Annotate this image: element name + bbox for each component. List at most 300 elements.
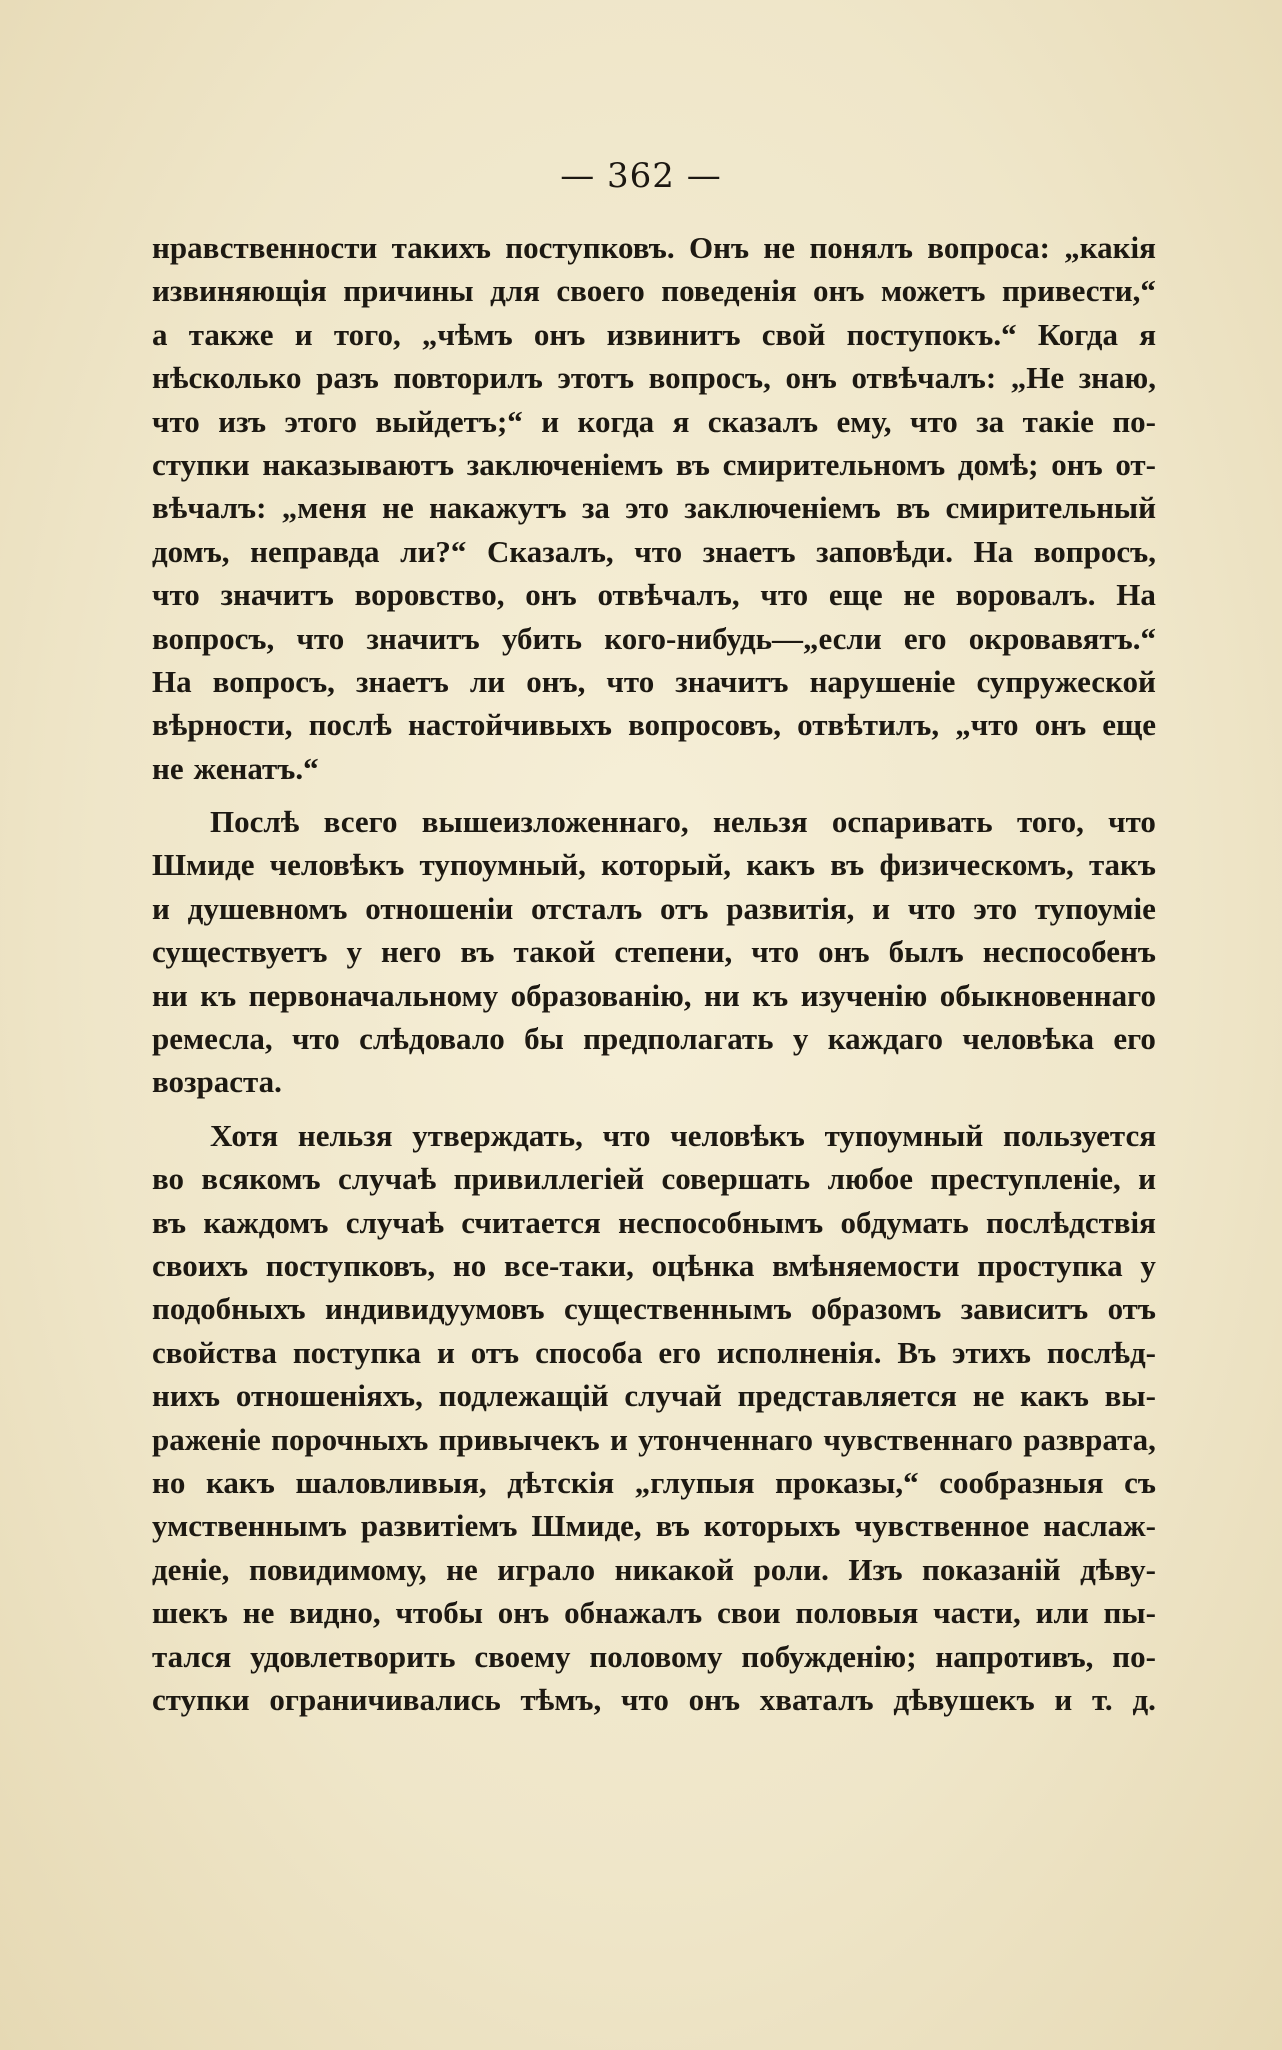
word: онъ bbox=[533, 316, 586, 352]
word: такой bbox=[513, 934, 596, 970]
word: человѣка bbox=[962, 1021, 1095, 1057]
word: чтобы bbox=[395, 1595, 483, 1631]
word: вы- bbox=[1104, 1378, 1156, 1414]
word: дѣтскія bbox=[507, 1464, 615, 1500]
word: кого-нибудь—„если bbox=[604, 620, 882, 656]
word: какъ bbox=[206, 1464, 275, 1500]
word: утверждать, bbox=[412, 1117, 583, 1153]
word: хваталъ bbox=[759, 1681, 874, 1717]
word: былъ bbox=[888, 934, 964, 970]
word: но bbox=[152, 1464, 186, 1500]
word: исполненія. bbox=[716, 1334, 882, 1370]
word: обдумать bbox=[840, 1204, 969, 1240]
text-line bbox=[152, 617, 1156, 660]
word: что bbox=[907, 890, 956, 926]
word: и bbox=[872, 890, 891, 926]
word: отвѣчалъ, bbox=[597, 577, 740, 613]
word: подлежащій bbox=[438, 1378, 609, 1414]
word: Въ bbox=[897, 1334, 937, 1370]
word: Послѣ bbox=[210, 804, 300, 840]
text-line bbox=[152, 747, 1156, 790]
word: д. bbox=[1132, 1681, 1156, 1717]
word: своему bbox=[474, 1638, 571, 1674]
word: не bbox=[446, 1551, 478, 1587]
word: пы- bbox=[1103, 1595, 1156, 1631]
word: „чѣмъ bbox=[421, 316, 513, 352]
word: Когда bbox=[1037, 316, 1118, 352]
word: такіе bbox=[1022, 403, 1094, 439]
text-line bbox=[152, 800, 1156, 843]
word: что bbox=[909, 403, 958, 439]
word: каждомъ bbox=[203, 1204, 329, 1240]
word: тѣмъ, bbox=[520, 1681, 602, 1717]
word: нѣсколько bbox=[152, 360, 302, 396]
paragraph-gap bbox=[152, 790, 1156, 800]
word: него bbox=[380, 934, 442, 970]
word: степени, bbox=[614, 934, 733, 970]
word: существеннымъ bbox=[564, 1291, 792, 1327]
word: разврата, bbox=[1023, 1421, 1156, 1457]
word: его bbox=[903, 620, 947, 656]
word: привести,“ bbox=[1001, 273, 1156, 309]
text-line bbox=[152, 573, 1156, 616]
word: вопросъ, bbox=[212, 663, 335, 699]
word: „глупыя bbox=[634, 1464, 755, 1500]
word: нарушеніе bbox=[809, 663, 956, 699]
word: отношеніи bbox=[365, 890, 514, 926]
word: извиняющія bbox=[152, 273, 327, 309]
word: вопросъ, bbox=[152, 620, 275, 656]
word: ли bbox=[469, 663, 506, 699]
word: что bbox=[760, 577, 809, 613]
word: послѣд- bbox=[1046, 1334, 1156, 1370]
word: чувственное bbox=[854, 1508, 1030, 1544]
word: вопроса: bbox=[927, 230, 1050, 265]
word: Хотя bbox=[210, 1117, 279, 1153]
word: что bbox=[621, 1681, 669, 1717]
word: умственнымъ bbox=[152, 1508, 347, 1544]
word: смирительномъ bbox=[722, 446, 946, 482]
word: вопросъ, bbox=[1033, 533, 1156, 569]
word: не bbox=[903, 577, 936, 613]
word: и bbox=[436, 1334, 455, 1370]
word: отвѣчалъ: bbox=[851, 360, 997, 396]
body-text bbox=[152, 226, 1156, 1721]
word: ограничивались bbox=[269, 1681, 501, 1717]
word: роли. bbox=[753, 1551, 829, 1587]
word: всего bbox=[323, 804, 398, 840]
word: такихъ bbox=[391, 230, 491, 265]
word: можетъ bbox=[880, 273, 986, 309]
word: проступка bbox=[977, 1247, 1123, 1283]
word: съ bbox=[1124, 1464, 1156, 1500]
word: женатъ.“ bbox=[193, 750, 319, 786]
word: зависитъ bbox=[960, 1291, 1089, 1327]
word: еще bbox=[1102, 707, 1156, 743]
word: воровство, bbox=[354, 577, 505, 613]
paragraph-gap bbox=[152, 1104, 1156, 1114]
word: случаѣ bbox=[338, 1161, 437, 1197]
word: къ bbox=[200, 977, 237, 1013]
word: въ bbox=[152, 1204, 187, 1240]
word: ступки bbox=[152, 1681, 250, 1717]
text-line bbox=[152, 486, 1156, 529]
word: своего bbox=[556, 273, 645, 309]
word: по- bbox=[1112, 1638, 1156, 1674]
text-line bbox=[152, 1678, 1156, 1721]
word: нельзя bbox=[712, 804, 808, 840]
word: знаю, bbox=[1078, 360, 1156, 396]
word: изученію bbox=[800, 977, 928, 1013]
word: поступка bbox=[292, 1334, 422, 1370]
word: смирительный bbox=[945, 490, 1156, 526]
word: изъ bbox=[218, 403, 267, 439]
word: настойчивыхъ bbox=[407, 707, 612, 743]
word: и bbox=[541, 403, 560, 439]
word: знаетъ bbox=[702, 533, 796, 569]
word: послѣдствія bbox=[986, 1204, 1156, 1240]
word: это bbox=[973, 890, 1018, 926]
word: предполагать bbox=[583, 1021, 774, 1057]
word: выйдетъ;“ bbox=[375, 403, 523, 439]
word: Сказалъ, bbox=[486, 533, 614, 569]
word: привиллегіей bbox=[453, 1161, 645, 1197]
word: играло bbox=[497, 1551, 596, 1587]
word: онъ bbox=[688, 1681, 741, 1717]
word: ли?“ bbox=[400, 533, 467, 569]
text-line bbox=[152, 1017, 1156, 1060]
word: части, bbox=[933, 1595, 1021, 1631]
word: отсталъ bbox=[530, 890, 643, 926]
word: по- bbox=[1112, 403, 1156, 439]
word: нельзя bbox=[297, 1117, 393, 1153]
word: отношеніяхъ, bbox=[235, 1378, 423, 1414]
word: развитія, bbox=[726, 890, 855, 926]
word: послѣ bbox=[308, 707, 392, 743]
word: всякомъ bbox=[201, 1161, 321, 1197]
word: возраста. bbox=[152, 1064, 282, 1100]
word: и bbox=[294, 316, 313, 352]
word: свой bbox=[761, 316, 826, 352]
word: видно, bbox=[289, 1595, 381, 1631]
word: поведенія bbox=[661, 273, 797, 309]
word: что bbox=[296, 620, 345, 656]
text-line bbox=[152, 1201, 1156, 1244]
word: который, bbox=[601, 847, 731, 883]
word: его bbox=[658, 1334, 701, 1370]
word: существуетъ bbox=[152, 934, 328, 970]
word: извинитъ bbox=[606, 316, 741, 352]
text-line bbox=[152, 1461, 1156, 1504]
word: порочныхъ bbox=[271, 1421, 429, 1457]
word: способа bbox=[535, 1334, 643, 1370]
word: онъ bbox=[818, 934, 870, 970]
word: или bbox=[1035, 1595, 1089, 1631]
word: от- bbox=[1115, 446, 1156, 482]
word: шекъ bbox=[152, 1595, 228, 1631]
word: удовлетворить bbox=[250, 1638, 456, 1674]
word: бы bbox=[524, 1021, 564, 1057]
text-line bbox=[152, 930, 1156, 973]
word: не bbox=[763, 230, 796, 265]
word: во bbox=[152, 1161, 185, 1197]
paragraph bbox=[152, 1114, 1156, 1721]
word: не bbox=[242, 1595, 275, 1631]
word: онъ, bbox=[526, 663, 586, 699]
word: какъ bbox=[746, 847, 816, 883]
word: въ bbox=[896, 490, 931, 526]
word: неспособенъ bbox=[982, 934, 1156, 970]
word: что bbox=[152, 403, 200, 439]
text-line bbox=[152, 843, 1156, 886]
word: поступковъ. bbox=[505, 230, 675, 265]
word: отвѣтилъ, bbox=[797, 707, 940, 743]
text-line bbox=[152, 1635, 1156, 1678]
word: онъ bbox=[813, 273, 865, 309]
word: но bbox=[452, 1247, 487, 1283]
word: неспособнымъ bbox=[618, 1204, 824, 1240]
text-line bbox=[152, 1114, 1156, 1157]
word: оспаривать bbox=[831, 804, 993, 840]
word: онъ bbox=[497, 1595, 550, 1631]
word: дѣвушекъ bbox=[893, 1681, 1035, 1717]
text-line bbox=[152, 1287, 1156, 1330]
word: въ bbox=[675, 446, 710, 482]
word: утонченнаго bbox=[638, 1421, 814, 1457]
text-line bbox=[152, 443, 1156, 486]
word: Онъ bbox=[688, 230, 750, 265]
text-line bbox=[152, 1548, 1156, 1591]
word: тупоумный, bbox=[419, 847, 586, 883]
word: никакой bbox=[614, 1551, 735, 1587]
text-line bbox=[152, 974, 1156, 1017]
word: индивидуумовъ bbox=[325, 1291, 545, 1327]
page-number: — 362 — bbox=[560, 156, 722, 196]
text-line bbox=[152, 1331, 1156, 1374]
word: свои bbox=[717, 1595, 781, 1631]
word: показаній bbox=[922, 1551, 1061, 1587]
word: въ bbox=[830, 847, 865, 883]
word: домѣ; bbox=[957, 446, 1039, 482]
text-line bbox=[152, 313, 1156, 356]
word: знаетъ bbox=[355, 663, 449, 699]
word: что bbox=[606, 663, 655, 699]
word: Шмиде, bbox=[531, 1508, 642, 1544]
word: „что bbox=[955, 707, 1019, 743]
word: человѣкъ bbox=[269, 847, 405, 883]
word: домъ, bbox=[152, 533, 230, 569]
word: отъ bbox=[1107, 1291, 1156, 1327]
word: которыхъ bbox=[703, 1508, 841, 1544]
word: обыкновеннаго bbox=[939, 977, 1156, 1013]
word: у bbox=[1140, 1247, 1156, 1283]
word: проказы,“ bbox=[775, 1464, 919, 1500]
word: заключеніемъ bbox=[684, 490, 881, 526]
word: а bbox=[152, 316, 168, 352]
word: представляется bbox=[737, 1378, 957, 1414]
word: нравственности bbox=[152, 230, 378, 265]
word: душевномъ bbox=[187, 890, 348, 926]
word: На bbox=[152, 663, 192, 699]
word: сообразныя bbox=[939, 1464, 1104, 1500]
word: т. bbox=[1092, 1681, 1113, 1717]
word: слѣдовало bbox=[359, 1021, 505, 1057]
word: ни bbox=[704, 977, 740, 1013]
word: я bbox=[672, 403, 690, 439]
word: дѣву- bbox=[1080, 1551, 1156, 1587]
word: тался bbox=[152, 1638, 232, 1674]
word: онъ bbox=[1034, 707, 1087, 743]
word: образованію, bbox=[510, 977, 692, 1013]
word: ни bbox=[152, 977, 188, 1013]
word: пользуется bbox=[1002, 1117, 1156, 1153]
word: этотъ bbox=[557, 360, 635, 396]
word: наказываютъ bbox=[262, 446, 455, 482]
word: у bbox=[792, 1021, 809, 1057]
word: не bbox=[382, 490, 414, 526]
word: вышеизложеннаго, bbox=[421, 804, 689, 840]
word: половыя bbox=[795, 1595, 919, 1631]
text-line bbox=[152, 1374, 1156, 1417]
text-line bbox=[152, 660, 1156, 703]
word: накажутъ bbox=[429, 490, 567, 526]
word: въ bbox=[460, 934, 495, 970]
word: заповѣди. bbox=[816, 533, 953, 569]
word: что bbox=[602, 1117, 651, 1153]
word: первоначальному bbox=[248, 977, 499, 1013]
word: ступки bbox=[152, 446, 250, 482]
word: что bbox=[1108, 804, 1156, 840]
word: свойства bbox=[152, 1334, 277, 1370]
word: что bbox=[152, 577, 200, 613]
word: деніе, bbox=[152, 1551, 230, 1587]
word: „какія bbox=[1064, 230, 1156, 265]
word: значитъ bbox=[220, 577, 334, 613]
word: подобныхъ bbox=[152, 1291, 306, 1327]
word: вопросовъ, bbox=[628, 707, 781, 743]
word: человѣкъ bbox=[670, 1117, 805, 1153]
word: этихъ bbox=[952, 1334, 1031, 1370]
text-line bbox=[152, 1157, 1156, 1200]
word: все-таки, bbox=[503, 1247, 634, 1283]
text-line bbox=[152, 887, 1156, 930]
word: побужденію; bbox=[741, 1638, 917, 1674]
text-line bbox=[152, 226, 1156, 269]
word: къ bbox=[752, 977, 789, 1013]
word: образомъ bbox=[811, 1291, 942, 1327]
word: что bbox=[292, 1021, 340, 1057]
word: своихъ bbox=[152, 1247, 249, 1283]
word: еще bbox=[828, 577, 883, 613]
word: отъ bbox=[470, 1334, 520, 1370]
text-line bbox=[152, 1060, 1156, 1103]
word: считается bbox=[461, 1204, 601, 1240]
word: наслаж- bbox=[1043, 1508, 1156, 1544]
word: когда bbox=[577, 403, 655, 439]
word: убить bbox=[501, 620, 583, 656]
word: онъ bbox=[1051, 446, 1103, 482]
word: ремесла, bbox=[152, 1021, 273, 1057]
word: повторилъ bbox=[393, 360, 543, 396]
word: вѣрности, bbox=[152, 707, 293, 743]
word: причины bbox=[343, 273, 474, 309]
word: Шмиде bbox=[152, 847, 255, 883]
paragraph bbox=[152, 226, 1156, 790]
word: вопросъ, bbox=[648, 360, 771, 396]
text-line bbox=[152, 1418, 1156, 1461]
text-line bbox=[152, 1504, 1156, 1547]
word: обнажалъ bbox=[564, 1595, 703, 1631]
word: онъ bbox=[525, 577, 577, 613]
word: что bbox=[751, 934, 800, 970]
word: понялъ bbox=[809, 230, 913, 265]
word: Изъ bbox=[848, 1551, 903, 1587]
word: у bbox=[346, 934, 362, 970]
word: за bbox=[976, 403, 1005, 439]
word: того, bbox=[333, 316, 401, 352]
word: физическомъ, bbox=[879, 847, 1074, 883]
word: тупоуміе bbox=[1034, 890, 1156, 926]
word: поступокъ.“ bbox=[846, 316, 1017, 352]
word: его bbox=[1113, 1021, 1156, 1057]
word: преступленіе, bbox=[930, 1161, 1121, 1197]
word: вмѣняемости bbox=[772, 1247, 960, 1283]
word: заключеніемъ bbox=[466, 446, 664, 482]
word: какъ bbox=[1020, 1378, 1089, 1414]
word: это bbox=[625, 490, 669, 526]
text-line bbox=[152, 356, 1156, 399]
word: и bbox=[1138, 1161, 1156, 1197]
paragraph bbox=[152, 800, 1156, 1104]
word: того, bbox=[1016, 804, 1084, 840]
word: воровалъ. bbox=[955, 577, 1096, 613]
word: привычекъ bbox=[438, 1421, 600, 1457]
word: значитъ bbox=[675, 663, 789, 699]
word: и bbox=[609, 1421, 628, 1457]
word: разъ bbox=[316, 360, 379, 396]
word: ему, bbox=[836, 403, 892, 439]
text-line bbox=[152, 530, 1156, 573]
text-line bbox=[152, 1244, 1156, 1287]
word: развитіемъ bbox=[360, 1508, 518, 1544]
word: сказалъ bbox=[707, 403, 819, 439]
word: шаловливыя, bbox=[295, 1464, 487, 1500]
word: не bbox=[972, 1378, 1005, 1414]
word: чувственнаго bbox=[823, 1421, 1013, 1457]
word: каждаго bbox=[827, 1021, 944, 1057]
word: я bbox=[1139, 316, 1156, 352]
word: „меня bbox=[281, 490, 367, 526]
word: окровавятъ.“ bbox=[968, 620, 1156, 656]
word: неправда bbox=[250, 533, 380, 569]
word: совершать bbox=[661, 1161, 811, 1197]
word: также bbox=[188, 316, 274, 352]
word: значитъ bbox=[366, 620, 480, 656]
word: оцѣнка bbox=[651, 1247, 755, 1283]
word: не bbox=[152, 750, 184, 786]
word: супружеской bbox=[976, 663, 1156, 699]
word: и bbox=[152, 890, 170, 926]
word: и bbox=[1054, 1681, 1073, 1717]
word: половому bbox=[589, 1638, 723, 1674]
word: повидимому, bbox=[248, 1551, 427, 1587]
word: любое bbox=[827, 1161, 914, 1197]
text-line bbox=[152, 1591, 1156, 1634]
word: случаѣ bbox=[345, 1204, 445, 1240]
word: за bbox=[581, 490, 610, 526]
word: онъ bbox=[785, 360, 837, 396]
word: этого bbox=[284, 403, 358, 439]
